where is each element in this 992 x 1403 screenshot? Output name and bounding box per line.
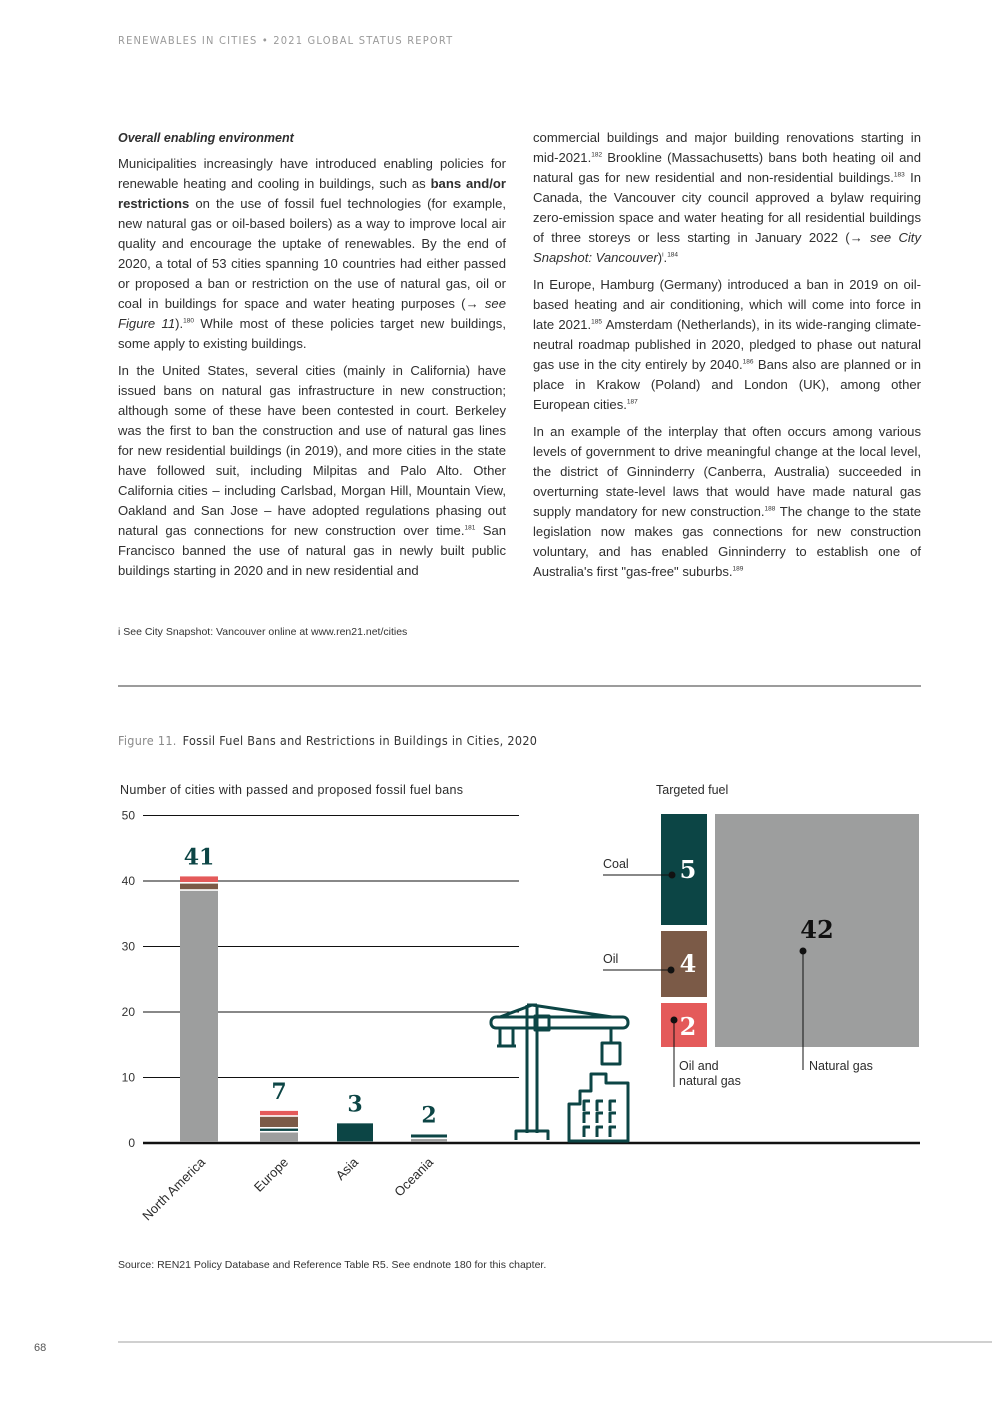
bar-total-label: 41 [183,844,215,871]
city-snapshot-reference[interactable]: see City Snapshot: Vancouver [533,230,921,265]
y-tick-label: 40 [121,874,135,888]
bar-segment-coal [411,1134,447,1137]
bar-segment-oil [180,884,218,890]
paragraph: In an example of the interplay that often occurs among various levels of government to drive meaningful change at the local level, the district of Ginninderry (Canberra, Australia) succeeded in overturning state-level laws that would have made natural gas supply mandatory for new construction.$^{188}$ The change to the state legislation now makes gas connections for new construction voluntary, and has enabled Ginninderry to establish one of Australia's first "gas-free" suburbs.$^{189}$ [533,424,921,579]
figure-source: Source: REN21 Policy Database and Reference Table R5. See endnote 180 for this chapter. [118,1259,547,1271]
bar-segment-oil-and-natural-gas [260,1111,298,1115]
y-tick-label: 30 [121,939,135,954]
treemap-title: Targeted fuel [656,783,729,797]
footnote: i See City Snapshot: Vancouver online at www.ren21.net/cities [118,626,408,638]
bar-series [180,844,447,1141]
leader-dot [800,948,807,955]
x-tick-label: Europe [250,1154,292,1195]
x-tick-label: Asia [332,1154,362,1184]
bar-total-label: 7 [271,1078,287,1105]
bar-segment-oil-and-natural-gas [180,876,218,882]
y-tick-label: 50 [121,808,135,823]
leader-dot [668,967,675,974]
footer-rule [118,1341,992,1343]
bar-chart-title: Number of cities with passed and proposed fossil fuel bans [120,783,464,797]
figure-cross-reference[interactable]: see Figure 11 [118,296,506,331]
y-tick-label: 0 [128,1136,135,1150]
x-tick-label: Oceania [391,1154,437,1200]
building-icon [569,1074,628,1141]
treemap-name-label: Oil [603,952,619,966]
y-tick-label: 10 [121,1070,135,1085]
figure-caption: Fossil Fuel Bans and Restrictions in Buildings in Cities, 2020 [182,733,538,748]
treemap-value-label: 42 [800,915,834,944]
treemap-value-label: 5 [679,855,697,884]
construction-crane-icon [491,1005,628,1140]
paragraph: Municipalities increasingly have introduced enabling policies for renewable heating and cooling in buildings, such as bans and/or restrictions on the use of fossil fuel technologies (for example, new natural gas or oil-based boilers) as a way to improve local air quality and encourage the uptake of renewables. By the end of 2020, a total of 53 cities spanning 10 countries had either passed or proposed a ban or restriction on the use of natural gas, oil or coal in buildings for space and water heating purposes (→ see Figure 11).$^{180}$ While most of these policies target new buildings, some apply to existing buildings. [118,156,506,351]
treemap-name-label: Natural gas [809,1059,873,1073]
figure-label: Figure 11. [118,733,177,748]
page-number: 68 [34,1342,47,1354]
paragraph: In the United States, several cities (mainly in California) have issued bans on natural gas infrastructure in new construction; although some of these have been contested in court. Berkeley was the first to ban the construction and use of natural gas lines for new residential buildings (in 2019), and more cities in the state have followed suit, including Milpitas and Palo Alto. Other California cities – including Carlsbad, Morgan Hill, Mountain View, Oakland and San Jose – have adopted regulations phasing out natural gas connections for new construction over time.$^{181}$ San Francisco banned the use of natural gas in newly built public buildings starting in 2020 and in new residential and [118,363,507,578]
leader-dot [671,1017,678,1024]
running-header: RENEWABLES IN CITIES • 2021 GLOBAL STATUS REPORT [118,34,454,47]
bar-segment-coal [260,1129,298,1131]
bar-segment-oil [260,1117,298,1127]
y-tick-label: 20 [121,1005,135,1019]
targeted-fuel-treemap [603,814,919,1088]
treemap-value-label: 4 [679,949,697,978]
bar-segment-coal [337,1123,373,1141]
bar-segment-natural-gas [260,1133,298,1142]
treemap-value-label: 2 [679,1012,697,1041]
x-axis-labels [139,1154,436,1223]
x-tick-label: North America [139,1154,209,1224]
paragraph: commercial buildings and major building renovations starting in mid-2021.$^{182}$ Brookline (Massachusetts) bans both heating oil and natural gas for new residential and non-residential buildings.$^{183}$ In Canada, the Vancouver city council approved a bylaw requiring zero-emission space and water heating for all residential buildings of three storeys or less starting in January 2022 (→ see City Snapshot: Vancouver)$^i$.$^{184}$ [533,130,922,265]
paragraph: In Europe, Hamburg (Germany) introduced a ban in 2019 on oil-based heating and air conditioning, which will come into force in late 2021.$^{185}$ Amsterdam (Netherlands), in its wide-ranging climate-neutral roadmap published in 2020, pledged to phase out natural gas use in the city entirely by 2040.$^{186}$ Bans also are planned or in place in Krakow (Poland) and London (UK), among other European cities.$^{187}$ [533,277,922,412]
bar-segment-natural-gas [411,1139,447,1141]
bar-total-label: 2 [421,1102,437,1129]
treemap-name-label: Oil and natural gas [679,1059,741,1088]
bar-total-label: 3 [347,1091,363,1118]
bar-segment-natural-gas [180,891,218,1142]
leader-dot [669,872,676,879]
treemap-name-label: Coal [603,857,629,871]
section-subhead: Overall enabling environment [118,131,294,145]
